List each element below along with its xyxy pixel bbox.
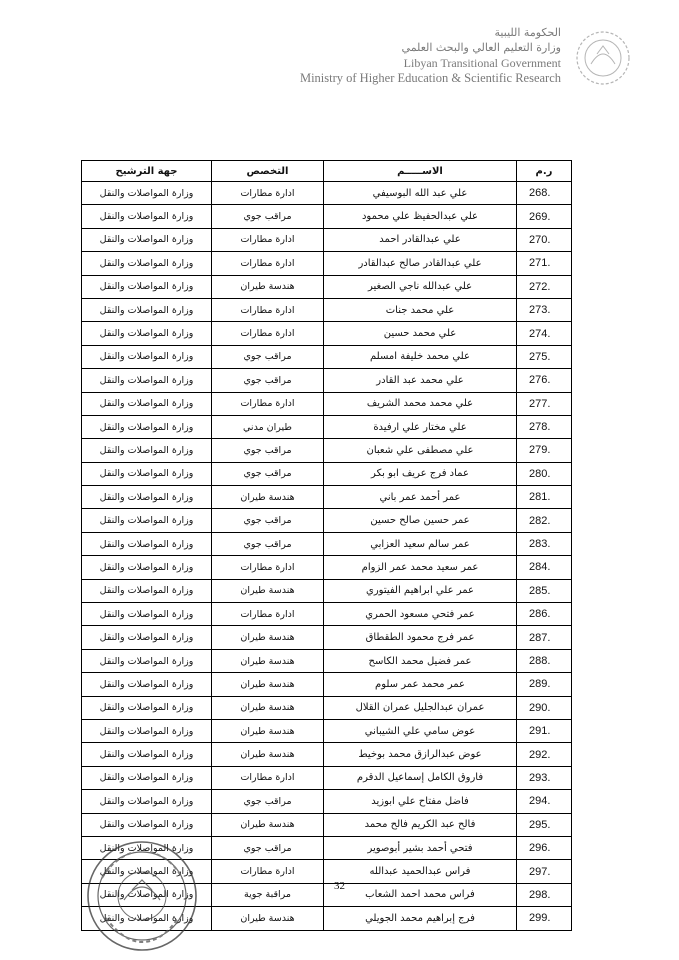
row-name: عوض عبدالرازق محمد بوخيط [324,743,517,766]
row-number: 270. [517,228,572,251]
table-row [82,719,572,742]
row-number: 269. [517,205,572,228]
row-number: 289. [517,673,572,696]
table-row [82,462,572,485]
row-nominating-body: وزارة المواصلات والنقل [82,673,212,696]
row-name: علي عبدالقادر صالح عبدالقادر [324,252,517,275]
row-number: 292. [517,743,572,766]
row-nominating-body: وزارة المواصلات والنقل [82,719,212,742]
row-name: علي عبدالحفيظ علي محمود [324,205,517,228]
row-specialization: مراقبة جوية [212,883,324,906]
row-specialization: مراقب جوي [212,790,324,813]
letterhead-arabic-ministry: وزارة التعليم العالي والبحث العلمي [401,41,561,54]
row-specialization: ادارة مطارات [212,182,324,205]
row-nominating-body: وزارة المواصلات والنقل [82,790,212,813]
row-name: عوض سامي علي الشيباني [324,719,517,742]
row-nominating-body: وزارة المواصلات والنقل [82,696,212,719]
row-nominating-body: وزارة المواصلات والنقل [82,883,212,906]
row-name: علي محمد خليفة امسلم [324,345,517,368]
row-specialization: مراقب جوي [212,509,324,532]
row-nominating-body: وزارة المواصلات والنقل [82,532,212,555]
header-specialization: التخصص [212,161,324,182]
row-name: علي عبدالقادر احمد [324,228,517,251]
row-specialization: مراقب جوي [212,439,324,462]
table-row [82,369,572,392]
row-specialization: مراقب جوي [212,532,324,555]
row-name: عمر فرج محمود الطقطاق [324,626,517,649]
row-number: 298. [517,883,572,906]
table-row [82,345,572,368]
page-number: 32 [334,880,345,892]
row-name: عمر فتحي مسعود الحمري [324,603,517,626]
row-name: فالح عبد الكريم فالح محمد [324,813,517,836]
row-number: 293. [517,766,572,789]
row-specialization: هندسة طيران [212,673,324,696]
table-row [82,603,572,626]
letterhead-english-ministry: Ministry of Higher Education & Scientific Research [299,71,561,85]
row-specialization: مراقب جوي [212,205,324,228]
row-nominating-body: وزارة المواصلات والنقل [82,626,212,649]
table-row [82,486,572,509]
row-name: علي مصطفى علي شعبان [324,439,517,462]
row-specialization: هندسة طيران [212,626,324,649]
table-row [82,415,572,438]
row-specialization: ادارة مطارات [212,252,324,275]
row-number: 275. [517,345,572,368]
row-nominating-body: وزارة المواصلات والنقل [82,556,212,579]
table-row [82,275,572,298]
row-specialization: هندسة طيران [212,907,324,930]
row-name: فاضل مفتاح علي ابوزيد [324,790,517,813]
row-specialization: ادارة مطارات [212,860,324,883]
letterhead-arabic-government: الحكومة الليبية [494,26,561,39]
row-number: 281. [517,486,572,509]
row-nominating-body: وزارة المواصلات والنقل [82,298,212,321]
row-name: عمران عبدالجليل عمران القلال [324,696,517,719]
government-emblem-icon [575,30,631,86]
table-row [82,696,572,719]
row-name: علي عبد الله البوسيفي [324,182,517,205]
row-nominating-body: وزارة المواصلات والنقل [82,860,212,883]
row-name: عمر علي ابراهيم الفيتوري [324,579,517,602]
row-nominating-body: وزارة المواصلات والنقل [82,509,212,532]
row-number: 271. [517,252,572,275]
row-nominating-body: وزارة المواصلات والنقل [82,345,212,368]
row-nominating-body: وزارة المواصلات والنقل [82,486,212,509]
row-name: فاروق الكامل إسماعيل الدقرم [324,766,517,789]
header-number: ر.م [517,161,572,182]
row-specialization: مراقب جوي [212,345,324,368]
row-number: 280. [517,462,572,485]
row-number: 291. [517,719,572,742]
row-number: 279. [517,439,572,462]
row-specialization: مراقب جوي [212,462,324,485]
header-nominating-body: جهة الترشيح [82,161,212,182]
row-number: 286. [517,603,572,626]
row-number: 277. [517,392,572,415]
row-name: علي محمد جنات [324,298,517,321]
table-row [82,579,572,602]
table-row [82,509,572,532]
row-name: علي محمد محمد الشريف [324,392,517,415]
header-name: الاســـــم [324,161,517,182]
row-number: 272. [517,275,572,298]
row-specialization: هندسة طيران [212,743,324,766]
table-row [82,556,572,579]
row-name: عماد فرج عريف ابو بكر [324,462,517,485]
row-number: 282. [517,509,572,532]
row-number: 276. [517,369,572,392]
row-specialization: ادارة مطارات [212,603,324,626]
row-nominating-body: وزارة المواصلات والنقل [82,205,212,228]
table-row [82,813,572,836]
row-specialization: مراقب جوي [212,369,324,392]
row-specialization: ادارة مطارات [212,392,324,415]
row-specialization: هندسة طيران [212,579,324,602]
row-nominating-body: وزارة المواصلات والنقل [82,392,212,415]
row-nominating-body: وزارة المواصلات والنقل [82,766,212,789]
row-nominating-body: وزارة المواصلات والنقل [82,907,212,930]
row-nominating-body: وزارة المواصلات والنقل [82,462,212,485]
row-specialization: هندسة طيران [212,696,324,719]
table-row [82,182,572,205]
row-nominating-body: وزارة المواصلات والنقل [82,743,212,766]
table-row [82,766,572,789]
letterhead [300,26,561,86]
row-nominating-body: وزارة المواصلات والنقل [82,439,212,462]
row-specialization: هندسة طيران [212,813,324,836]
row-name: علي مختار علي ارفيدة [324,415,517,438]
row-nominating-body: وزارة المواصلات والنقل [82,252,212,275]
official-stamp-icon [84,838,200,954]
row-nominating-body: وزارة المواصلات والنقل [82,415,212,438]
row-specialization: ادارة مطارات [212,556,324,579]
row-specialization: هندسة طيران [212,649,324,672]
row-name: عمر محمد عمر سلوم [324,673,517,696]
table-row [82,626,572,649]
row-nominating-body: وزارة المواصلات والنقل [82,649,212,672]
row-name: فراس عبدالحميد عبدالله [324,860,517,883]
row-nominating-body: وزارة المواصلات والنقل [82,322,212,345]
row-number: 299. [517,907,572,930]
row-nominating-body: وزارة المواصلات والنقل [82,369,212,392]
row-specialization: هندسة طيران [212,486,324,509]
row-nominating-body: وزارة المواصلات والنقل [82,813,212,836]
table-row [82,205,572,228]
row-nominating-body: وزارة المواصلات والنقل [82,228,212,251]
row-name: فتحي أحمد بشير أبوصوير [324,836,517,859]
row-name: عمر سالم سعيد العزابي [324,532,517,555]
row-number: 288. [517,649,572,672]
row-name: علي محمد حسين [324,322,517,345]
nominees-table [81,160,572,931]
table-row [82,298,572,321]
table-row [82,228,572,251]
row-number: 297. [517,860,572,883]
row-specialization: طيران مدني [212,415,324,438]
row-name: فراس محمد احمد الشعاب [324,883,517,906]
row-specialization: ادارة مطارات [212,766,324,789]
row-number: 284. [517,556,572,579]
row-specialization: ادارة مطارات [212,228,324,251]
nominees-table-container [81,160,571,931]
row-specialization: هندسة طيران [212,275,324,298]
table-row [82,743,572,766]
row-name: عمر أحمد عمر باني [324,486,517,509]
row-number: 278. [517,415,572,438]
row-number: 296. [517,836,572,859]
table-row [82,532,572,555]
table-row [82,790,572,813]
row-nominating-body: وزارة المواصلات والنقل [82,603,212,626]
row-number: 285. [517,579,572,602]
row-specialization: ادارة مطارات [212,322,324,345]
row-number: 268. [517,182,572,205]
row-name: عمر فضيل محمد الكاسح [324,649,517,672]
table-row [82,392,572,415]
row-specialization: ادارة مطارات [212,298,324,321]
row-number: 273. [517,298,572,321]
row-name: علي محمد عبد القادر [324,369,517,392]
row-nominating-body: وزارة المواصلات والنقل [82,182,212,205]
row-nominating-body: وزارة المواصلات والنقل [82,579,212,602]
table-row [82,322,572,345]
table-row [82,649,572,672]
row-number: 290. [517,696,572,719]
row-name: علي عبدالله ناجي الصغير [324,275,517,298]
table-header-row [82,161,572,182]
letterhead-english-government: Libyan Transitional Government [403,56,561,70]
row-name: عمر حسين صالح حسين [324,509,517,532]
row-name: فرج إبراهيم محمد الجويلي [324,907,517,930]
row-number: 295. [517,813,572,836]
row-specialization: مراقب جوي [212,836,324,859]
row-number: 274. [517,322,572,345]
row-number: 294. [517,790,572,813]
row-nominating-body: وزارة المواصلات والنقل [82,836,212,859]
row-name: عمر سعيد محمد عمر الزوام [324,556,517,579]
table-row [82,673,572,696]
row-number: 287. [517,626,572,649]
row-nominating-body: وزارة المواصلات والنقل [82,275,212,298]
table-row [82,252,572,275]
row-specialization: هندسة طيران [212,719,324,742]
row-number: 283. [517,532,572,555]
table-row [82,439,572,462]
